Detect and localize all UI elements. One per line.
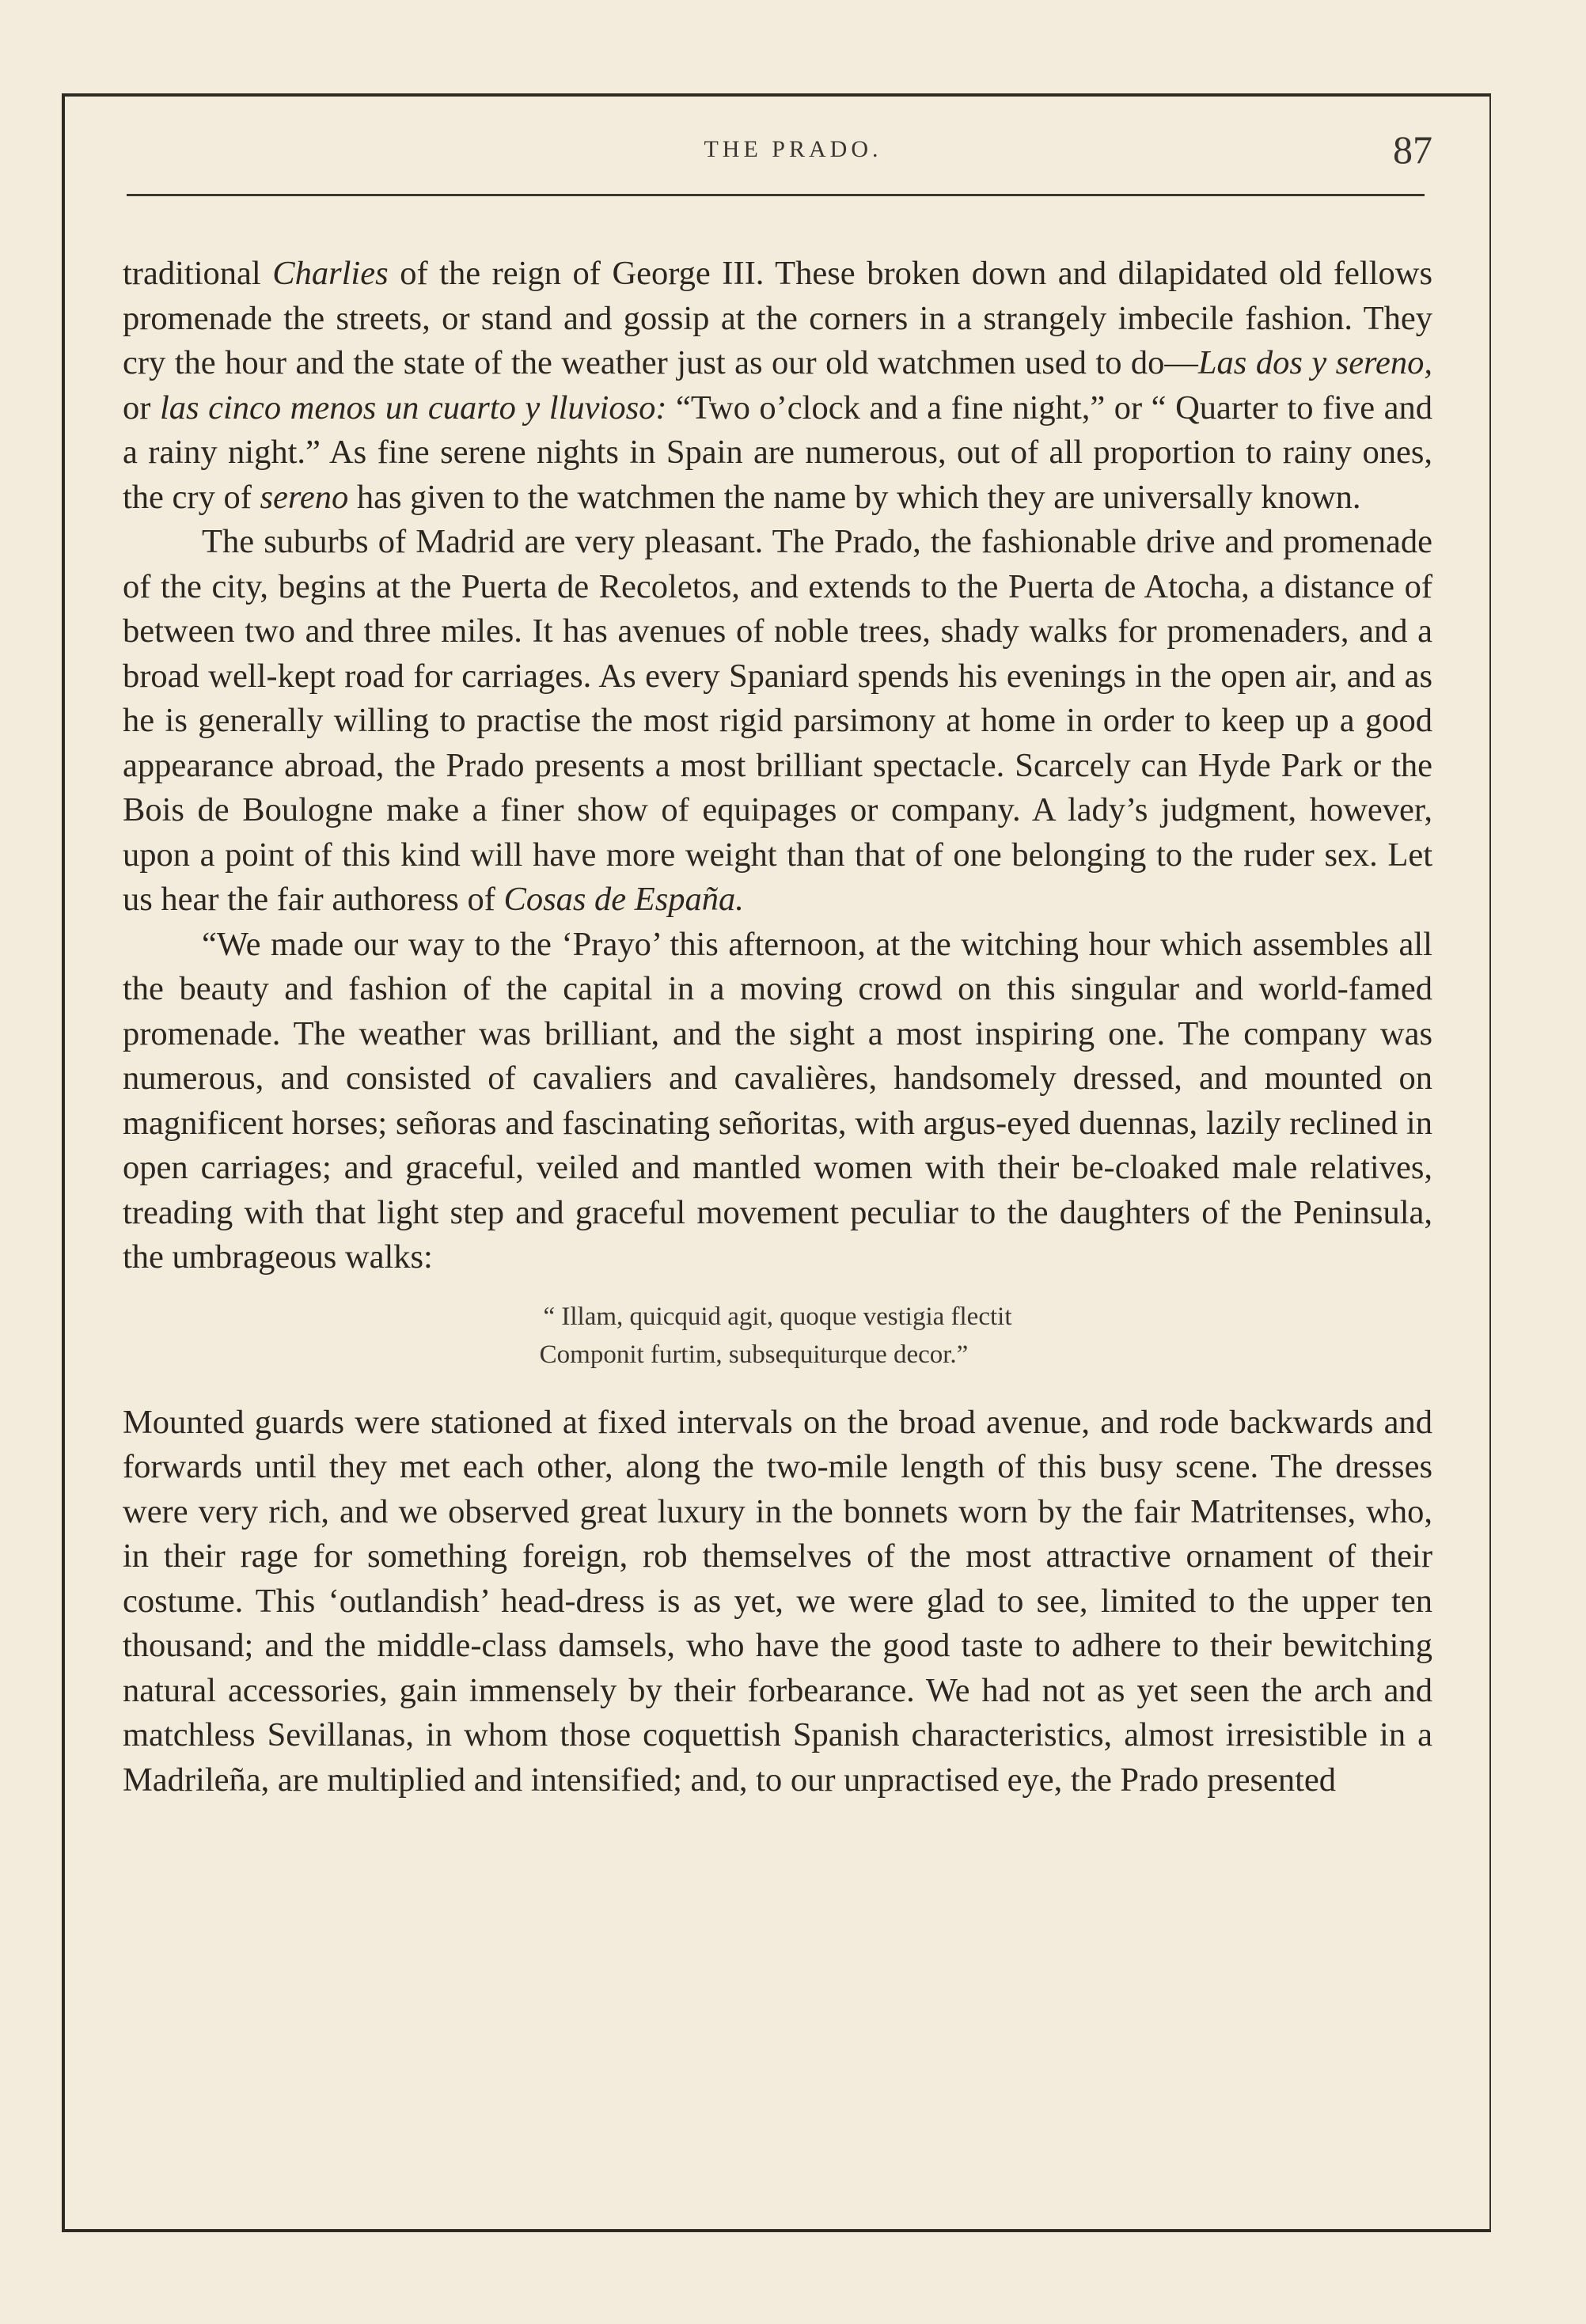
body-text xyxy=(123,252,1432,1803)
paragraph-4: Mounted guards were stationed at fixed intervals on the broad avenue, and rode backwards and forwards until they met each other, along the two-mile length of this busy scene. The dresses were very rich, and we observed great luxury in the bonnets worn by the fair Matritenses, who, in their rage for something foreign, rob themselves of the most attractive ornament of their costume. This ‘outlandish’ head-dress is as yet, we were glad to see, limited to the upper ten thousand; and the middle-class damsels, who have the good taste to adhere to their bewitching natural accessories, gain immensely by their forbearance. We had not as yet seen the arch and matchless Sevillanas, in whom those coquettish Spanish characteristics, almost irresistible in a Madrileña, are multiplied and intensified; and, to our unpractised eye, the Prado presented xyxy=(123,1403,1432,1799)
italic-run: sereno xyxy=(260,478,349,516)
text-run: The suburbs of Madrid are very pleasant. The Prado, the fashionable drive and promenade of the city, begins at the Puerta de Recoletos, and extends to the Puerta de Atocha, a distance of between two and three miles. It has avenues of noble trees, shady walks for promenaders, and a broad well-kept road for carriages. As every Spaniard spends his evenings in the open air, and as he is generally willing to practise the most rigid parsimony at home in order to keep up a good appearance abroad, the Prado presents a most brilliant spectacle. Scarcely can Hyde Park or the Bois de Boulogne make a finer show of equipages or company. A lady’s judgment, however, upon a point of this kind will have more weight than that of one belonging to the ruder sex. Let us hear the fair authoress of xyxy=(123,523,1432,918)
verse-line-1: “ Illam, quicquid agit, quoque vestigia flectit xyxy=(543,1302,1012,1331)
paragraph-2 xyxy=(123,520,1432,923)
paragraph-3: “We made our way to the ‘Prayo’ this afternoon, at the witching hour which assembles all the beauty and fashion of the capital in a moving crowd on this singular and world-famed promenade. The weather was brilliant, and the sight a most inspiring one. The company was numerous, and consisted of cavaliers and cavalières, handsomely dressed, and mounted on magnificent horses; señoras and fascinating señoritas, with argus-eyed duennas, lazily reclined in open carriages; and graceful, veiled and mantled women with their be-cloaked male relatives, treading with that light step and graceful movement peculiar to the daughters of the Peninsula, the umbrageous walks: xyxy=(123,925,1432,1276)
italic-run: Charlies xyxy=(272,255,389,292)
latin-verse xyxy=(123,1298,1432,1374)
text-run: traditional xyxy=(123,255,273,292)
text-run: has given to the watchmen the name by which they are universally known. xyxy=(348,478,1361,516)
header-rule xyxy=(127,194,1425,196)
text-run: of the reign of George III. These broken down and dilapidated old fellows promenade the streets, or stand and gossip at the corners in a strangely imbecile fashion. They cry the hour and the state of the weather just as our old watchmen used to do— xyxy=(123,255,1433,381)
text-run: “Two o’clock and a fine night,” or “ Quarter to five and a rainy night.” As fine serene nights in Spain are numerous, out of all proportion to rainy ones, the cry of xyxy=(123,389,1433,516)
italic-run: Cosas de España. xyxy=(503,881,744,918)
italic-run: las cinco menos un cuarto y lluvioso: xyxy=(159,389,667,427)
page-number: 87 xyxy=(1393,127,1432,172)
verse-line-2: Componit furtim, subsequiturque decor.” xyxy=(539,1340,969,1369)
running-title: THE PRADO. xyxy=(704,136,882,162)
paragraph-1 xyxy=(123,252,1432,520)
text-run: or xyxy=(123,389,160,427)
italic-run: Las dos y sereno, xyxy=(1197,344,1433,381)
